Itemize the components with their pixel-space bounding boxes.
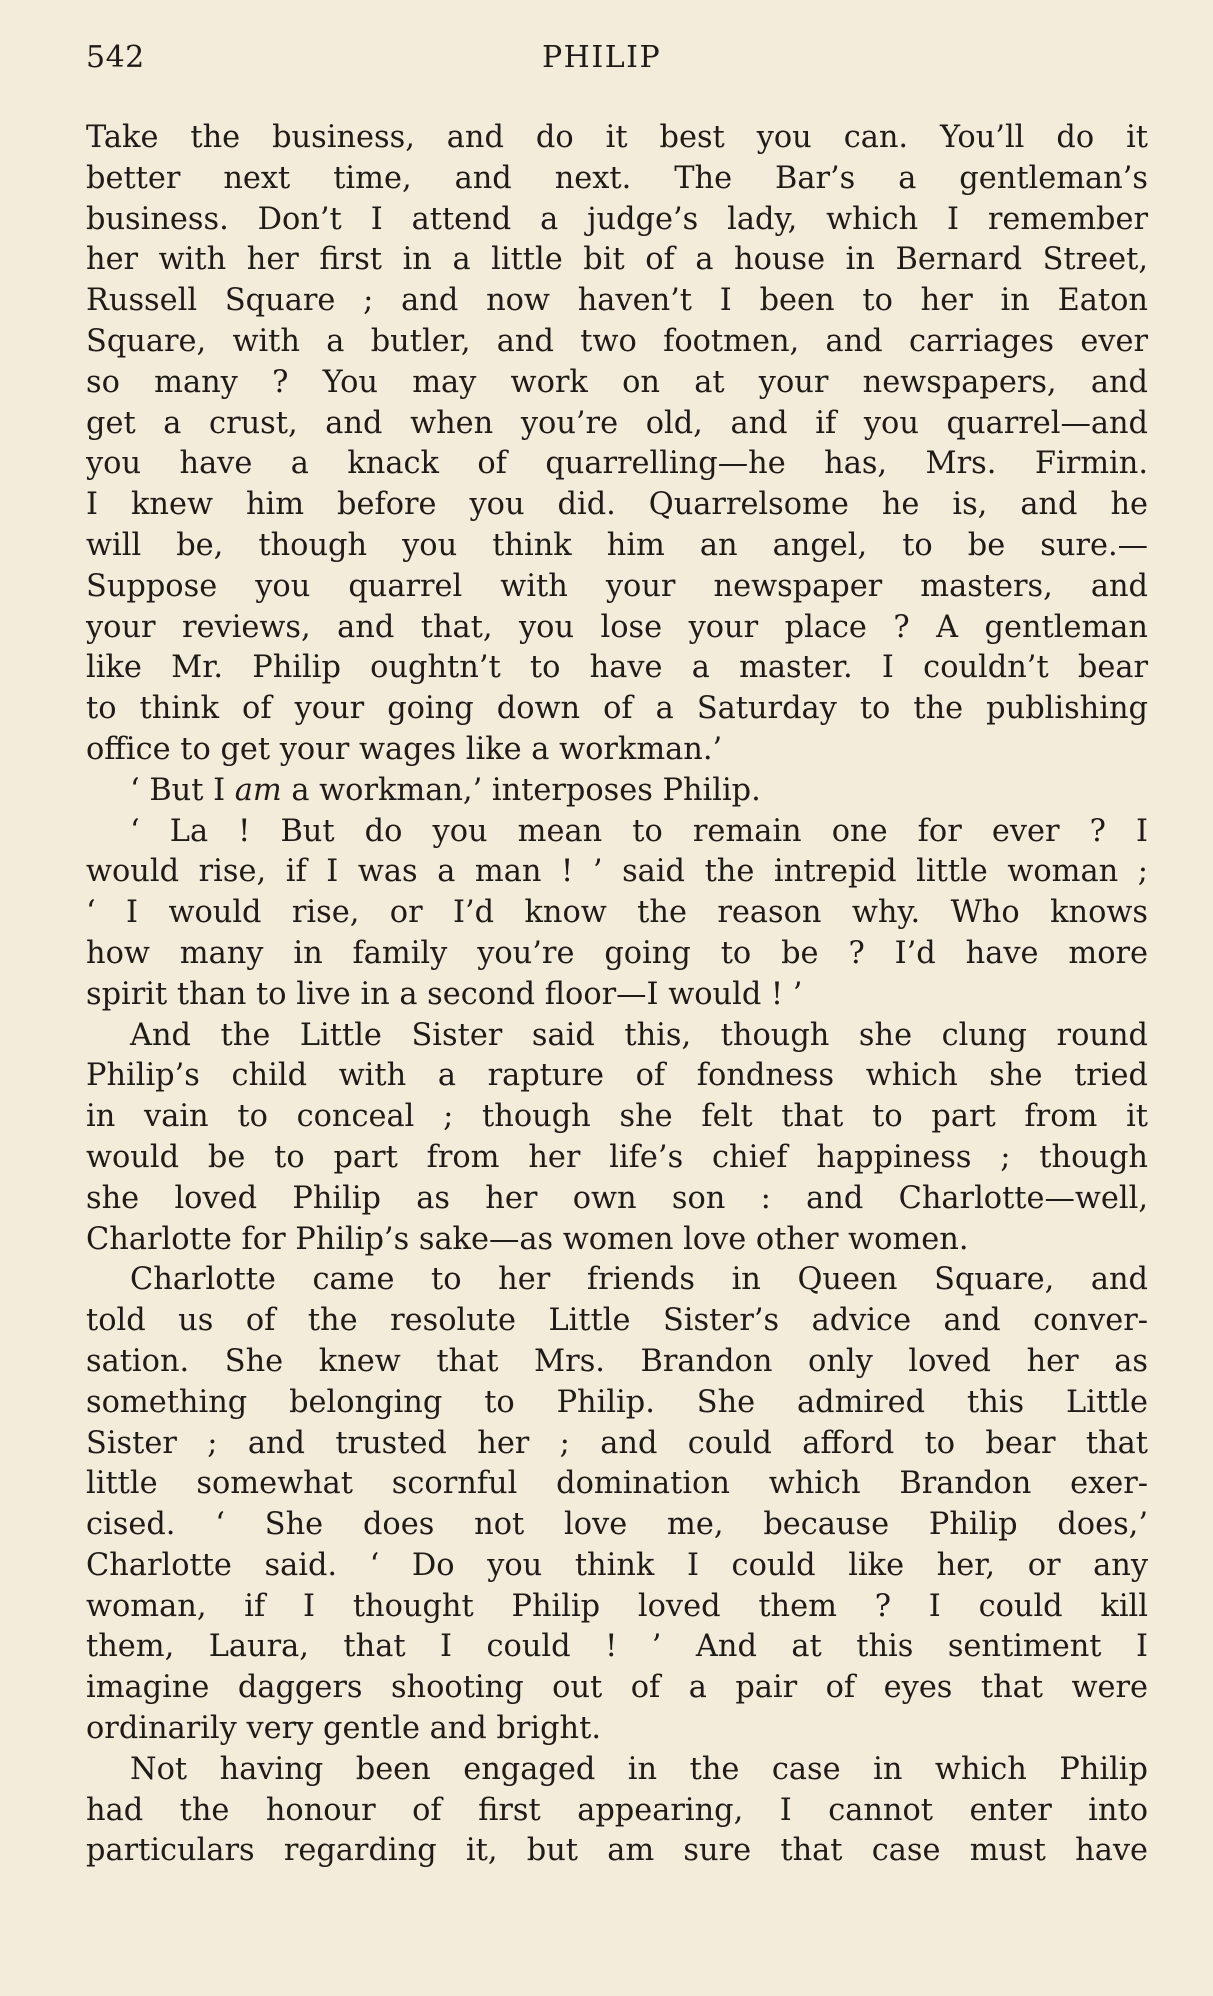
text-line: had the honour of first appearing, I cannot enter into [86,1792,1148,1828]
text-line: Philip’s child with a rapture of fondness which she tried [86,1058,1148,1094]
text-line: would be to part from her life’s chief happiness ; though [86,1139,1148,1175]
text-line: Suppose you quarrel with your newspaper masters, and [86,568,1148,604]
text-line: told us of the resolute Little Sister’s advice and conver- [86,1303,1148,1339]
text-line: will be, though you think him an angel, to be sure.— [86,527,1148,563]
text-line: them, Laura, that I could ! ’ And at this sentiment I [86,1629,1148,1665]
text-line: ‘ I would rise, or I’d know the reason why. Who knows [86,895,1148,931]
text-line: sation. She knew that Mrs. Brandon only loved her as [86,1343,1148,1379]
text-line: office to get your wages like a workman.’ [86,731,723,767]
text-line: ‘ La ! But do you mean to remain one for ever ? I [130,813,1148,849]
text-line: Charlotte came to her friends in Queen Square, and [130,1262,1148,1298]
body-text [86,118,1148,1872]
text-line: business. Don’t I attend a judge’s lady, which I remember [86,201,1148,237]
text-line: better next time, and next. The Bar’s a gentleman’s [86,160,1148,196]
text-line: Charlotte for Philip’s sake—as women love other women. [86,1221,969,1257]
text-line: I knew him before you did. Quarrelsome he is, and he [86,487,1148,523]
text-line: little somewhat scornful domination which Brandon exer- [86,1466,1148,1502]
text-line: her with her first in a little bit of a house in Bernard Street, [86,242,1148,278]
text-line: she loved Philip as her own son : and Charlotte—well, [86,1180,1148,1216]
page-header [86,40,1148,80]
text-line-workman [86,771,1148,812]
workman-emphasis: am [234,772,282,808]
text-line: your reviews, and that, you lose your place ? A gentleman [86,609,1148,645]
workman-before: ‘ But I [130,772,235,808]
text-line: And the Little Sister said this, though she clung round [130,1017,1148,1053]
text-line: spirit than to live in a second floor—I would ! ’ [86,976,803,1012]
text-line: Charlotte said. ‘ Do you think I could like her, or any [86,1547,1148,1583]
text-line: Square, with a butler, and two footmen, and carriages ever [86,323,1148,359]
text-line: you have a knack of quarrelling—he has, Mrs. Firmin. [86,446,1148,482]
text-line: Take the business, and do it best you can. You’ll do it [86,120,1148,155]
text-line: ordinarily very gentle and bright. [86,1711,601,1747]
text-line: Sister ; and trusted her ; and could afford to bear that [86,1425,1148,1461]
text-line: so many ? You may work on at your newspapers, and [86,364,1148,400]
running-head: PHILIP [542,40,662,75]
text-line: Not having been engaged in the case in which Philip [130,1751,1148,1787]
text-line: particulars regarding it, but am sure that case must have [86,1833,1148,1869]
text-line: imagine daggers shooting out of a pair of eyes that were [86,1670,1148,1706]
page-number: 542 [86,40,145,75]
text-line: woman, if I thought Philip loved them ? I could kill [86,1588,1148,1624]
text-line: how many in family you’re going to be ? I’d have more [86,935,1148,971]
text-line: something belonging to Philip. She admired this Little [86,1384,1148,1420]
text-line: get a crust, and when you’re old, and if you quarrel—and [86,405,1148,441]
text-line: cised. ‘ She does not love me, because Philip does,’ [86,1507,1148,1543]
workman-after: a workman,’ interposes Philip. [281,772,761,808]
text-line: to think of your going down of a Saturday to the publishing [86,691,1148,727]
text-line: in vain to conceal ; though she felt that to part from it [86,1099,1148,1135]
text-line: Russell Square ; and now haven’t I been to her in Eaton [86,283,1148,319]
text-line: would rise, if I was a man ! ’ said the intrepid little woman ; [86,854,1148,890]
text-line: like Mr. Philip oughtn’t to have a master. I couldn’t bear [86,650,1148,686]
